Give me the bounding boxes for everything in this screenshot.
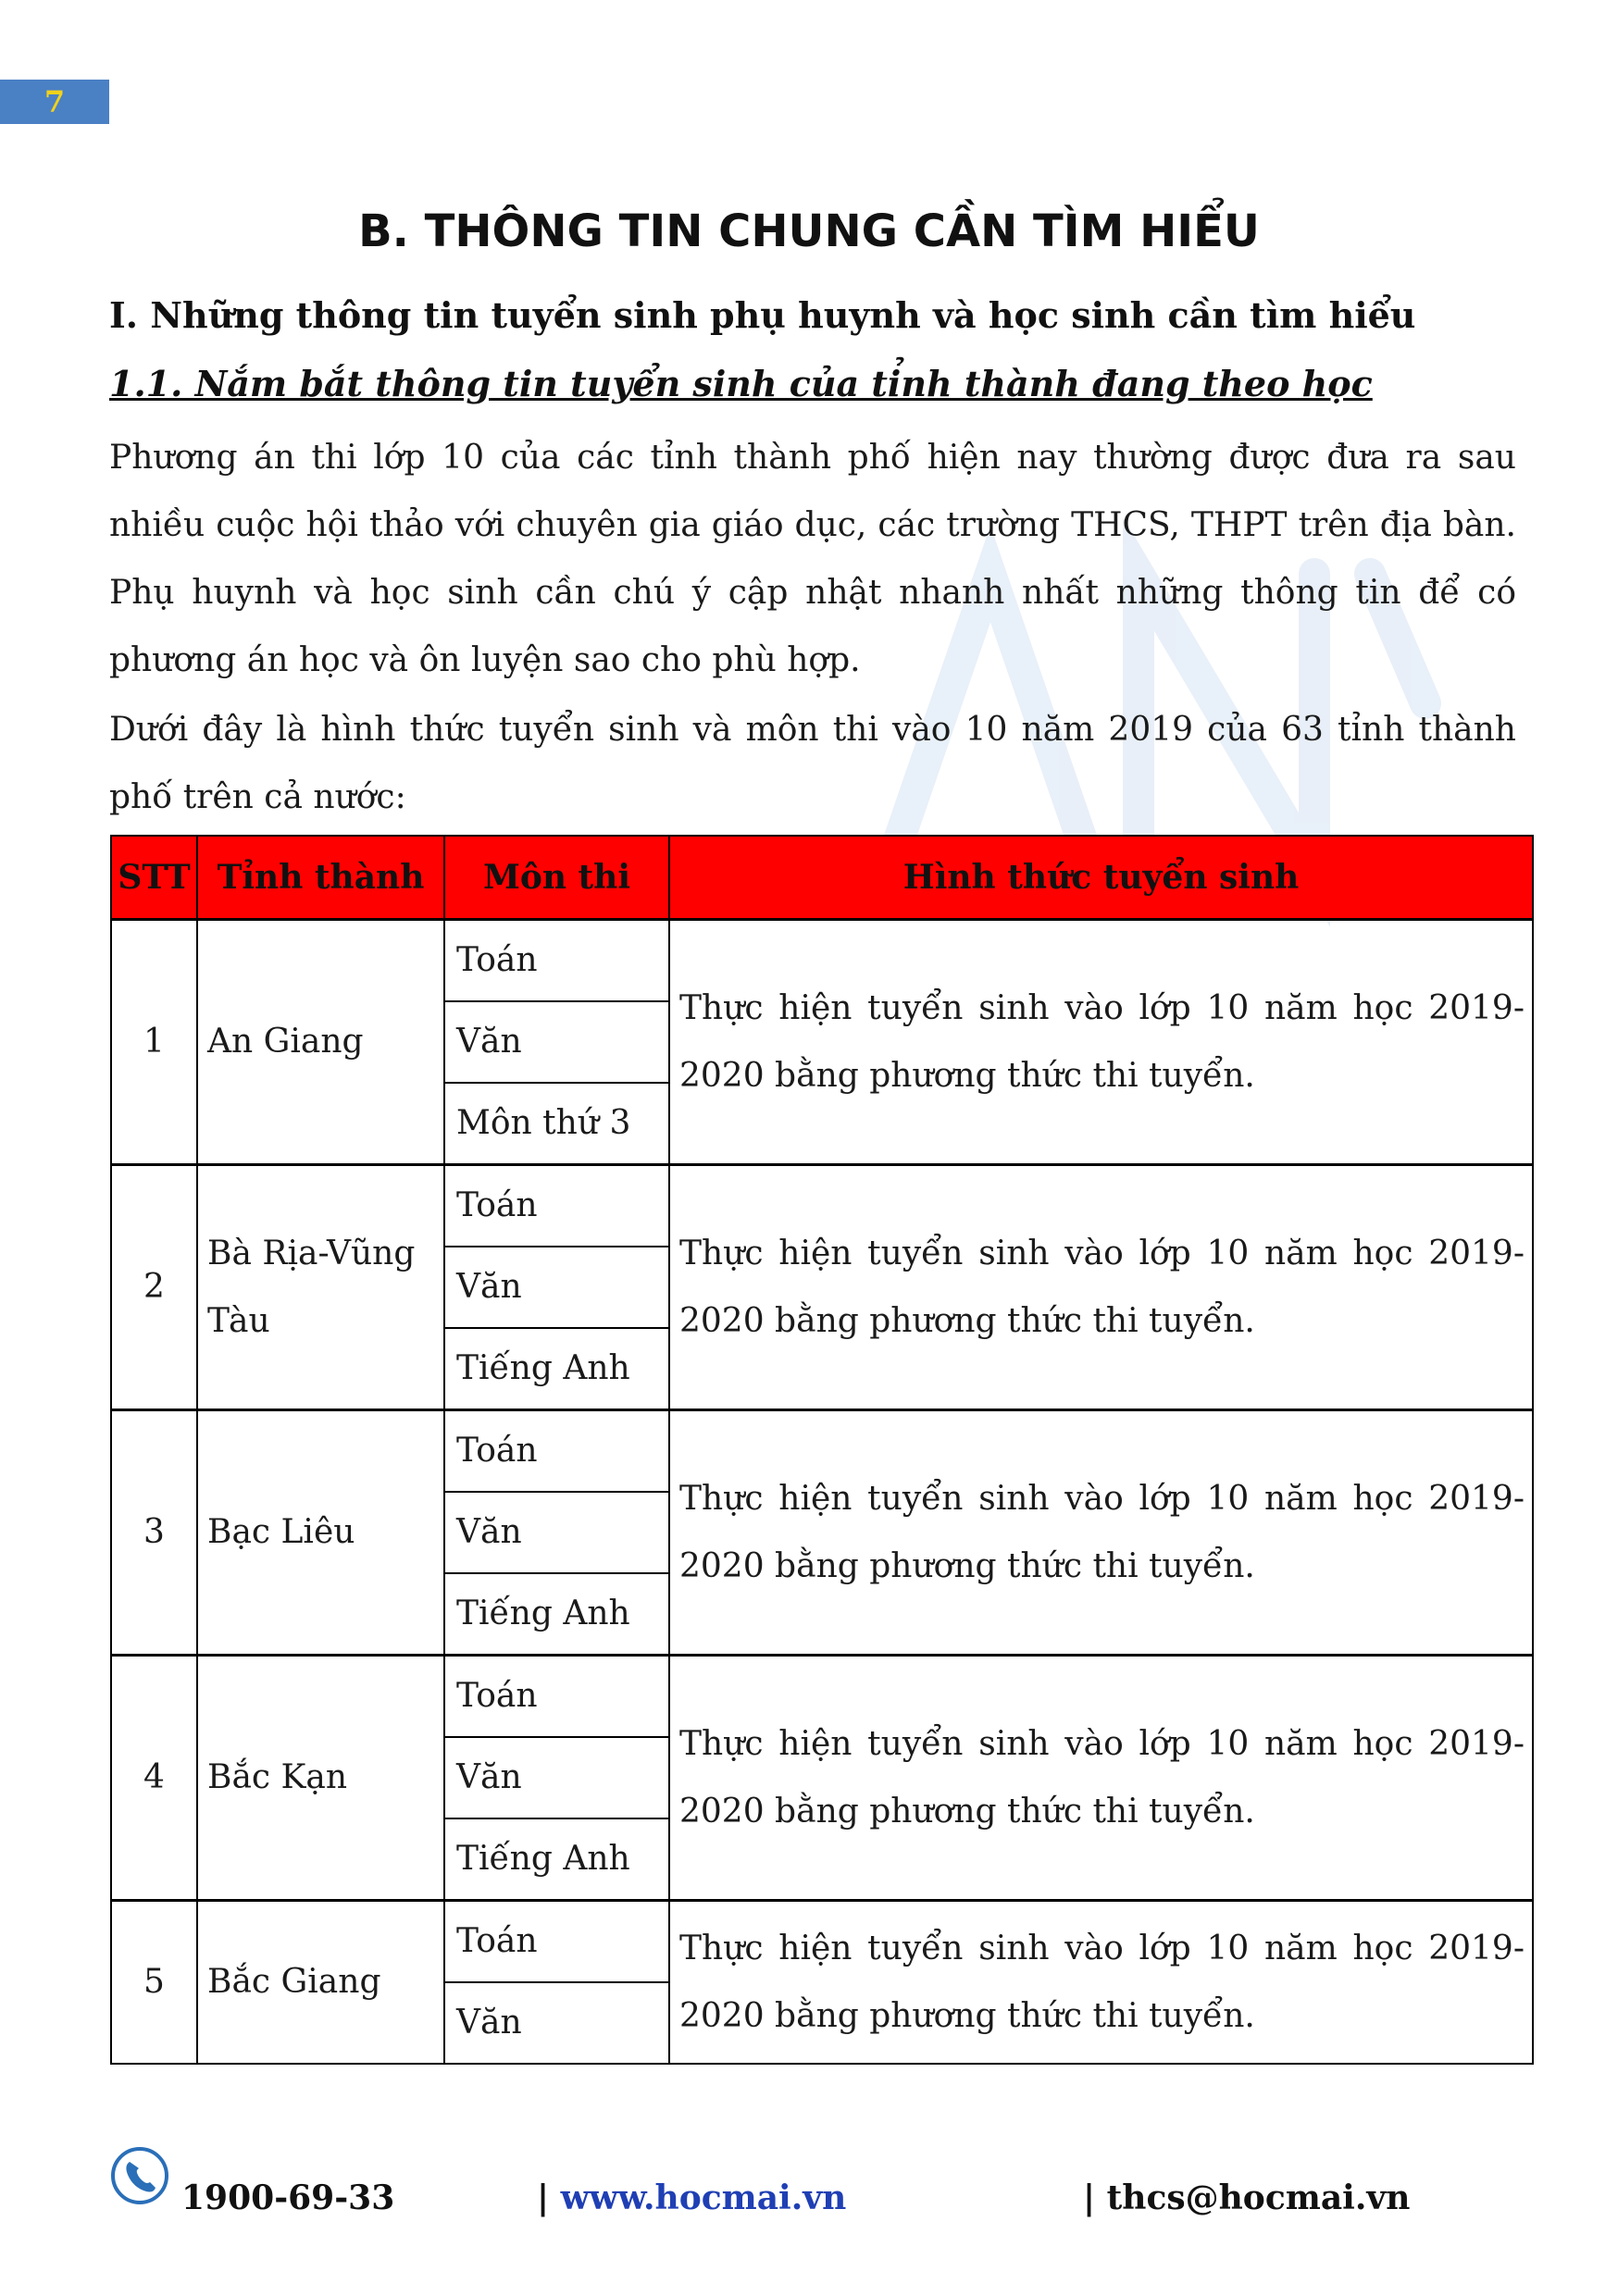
row-subject: Tiếng Anh (444, 1818, 669, 1901)
section-heading: I. Những thông tin tuyển sinh phụ huynh và học sinh cần tìm hiểu (109, 294, 1416, 336)
row-subject: Văn (444, 1001, 669, 1083)
row-province: Bắc Giang (197, 1900, 444, 2064)
footer-separator: | (537, 2178, 561, 2217)
page-footer (0, 2145, 1618, 2219)
row-stt: 1 (111, 919, 197, 1164)
row-province: Bắc Kạn (197, 1655, 444, 1900)
header-province: Tỉnh thành (197, 836, 444, 919)
table-row-group-1 (111, 919, 1533, 1164)
row-province: Bạc Liêu (197, 1409, 444, 1655)
header-stt: STT (111, 836, 197, 919)
row-method: Thực hiện tuyển sinh vào lớp 10 năm học 2019-2020 bằng phương thức thi tuyển. (669, 919, 1533, 1164)
row-stt: 4 (111, 1655, 197, 1900)
page-number: 7 (44, 84, 66, 119)
page-title: B. THÔNG TIN CHUNG CẦN TÌM HIỂU (358, 205, 1260, 257)
footer-phone[interactable]: 1900-69-33 (181, 2178, 395, 2217)
admission-table (110, 835, 1534, 2065)
row-subject: Văn (444, 1492, 669, 1573)
row-method: Thực hiện tuyển sinh vào lớp 10 năm học 2019-2020 bằng phương thức thi tuyển. (669, 1409, 1533, 1655)
sub-heading: 1.1. Nắm bắt thông tin tuyển sinh của tỉnh thành đang theo học (109, 363, 1373, 404)
row-subject: Tiếng Anh (444, 1573, 669, 1656)
row-subject: Tiếng Anh (444, 1328, 669, 1410)
row-method: Thực hiện tuyển sinh vào lớp 10 năm học 2019-2020 bằng phương thức thi tuyển. (669, 1164, 1533, 1409)
table-row-group-4 (111, 1655, 1533, 1900)
page-number-badge (0, 80, 109, 124)
table-intro-paragraph: Dưới đây là hình thức tuyển sinh và môn thi vào 10 năm 2019 của 63 tỉnh thành phố trên cả nước: (109, 711, 1516, 816)
table-row (111, 1900, 1533, 1982)
row-subject: Toán (444, 1409, 669, 1492)
row-stt: 5 (111, 1900, 197, 2064)
row-subject: Toán (444, 1900, 669, 1982)
footer-email-group (1083, 2178, 1410, 2217)
row-province: Bà Rịa-Vũng Tàu (197, 1164, 444, 1409)
row-subject: Văn (444, 1982, 669, 2064)
row-method: Thực hiện tuyển sinh vào lớp 10 năm học 2019-2020 bằng phương thức thi tuyển. (669, 1655, 1533, 1900)
footer-website-group (537, 2178, 846, 2217)
table-row (111, 1164, 1533, 1247)
row-subject: Toán (444, 1164, 669, 1247)
header-method: Hình thức tuyển sinh (669, 836, 1533, 919)
table-row (111, 919, 1533, 1001)
row-province: An Giang (197, 919, 444, 1164)
row-stt: 2 (111, 1164, 197, 1409)
header-subjects: Môn thi (444, 836, 669, 919)
row-method: Thực hiện tuyển sinh vào lớp 10 năm học 2019-2020 bằng phương thức thi tuyển. (669, 1900, 1533, 2064)
footer-email-link[interactable]: thcs@hocmai.vn (1106, 2178, 1411, 2217)
row-stt: 3 (111, 1409, 197, 1655)
table-row (111, 1409, 1533, 1492)
footer-website-link[interactable]: www.hocmai.vn (560, 2178, 847, 2217)
row-subject: Văn (444, 1737, 669, 1818)
table-row-group-3 (111, 1409, 1533, 1655)
phone-icon (109, 2145, 170, 2206)
footer-separator: | (1083, 2178, 1107, 2217)
intro-paragraph: Phương án thi lớp 10 của các tỉnh thành phố hiện nay thường được đưa ra sau nhiều cuộc hội thảo với chuyên gia giáo dục, các trường THCS, THPT trên địa bàn. Phụ huynh và học sinh cần chú ý cập nhật nhanh nhất những thông tin để có phương án học và ôn luyện sao cho phù hợp. (109, 439, 1516, 679)
table-row-group-2 (111, 1164, 1533, 1409)
table-header-row (111, 836, 1533, 919)
row-subject: Toán (444, 919, 669, 1001)
row-subject: Môn thứ 3 (444, 1083, 669, 1165)
table-row (111, 1655, 1533, 1737)
row-subject: Văn (444, 1247, 669, 1328)
row-subject: Toán (444, 1655, 669, 1737)
table-row-group-5 (111, 1900, 1533, 2064)
